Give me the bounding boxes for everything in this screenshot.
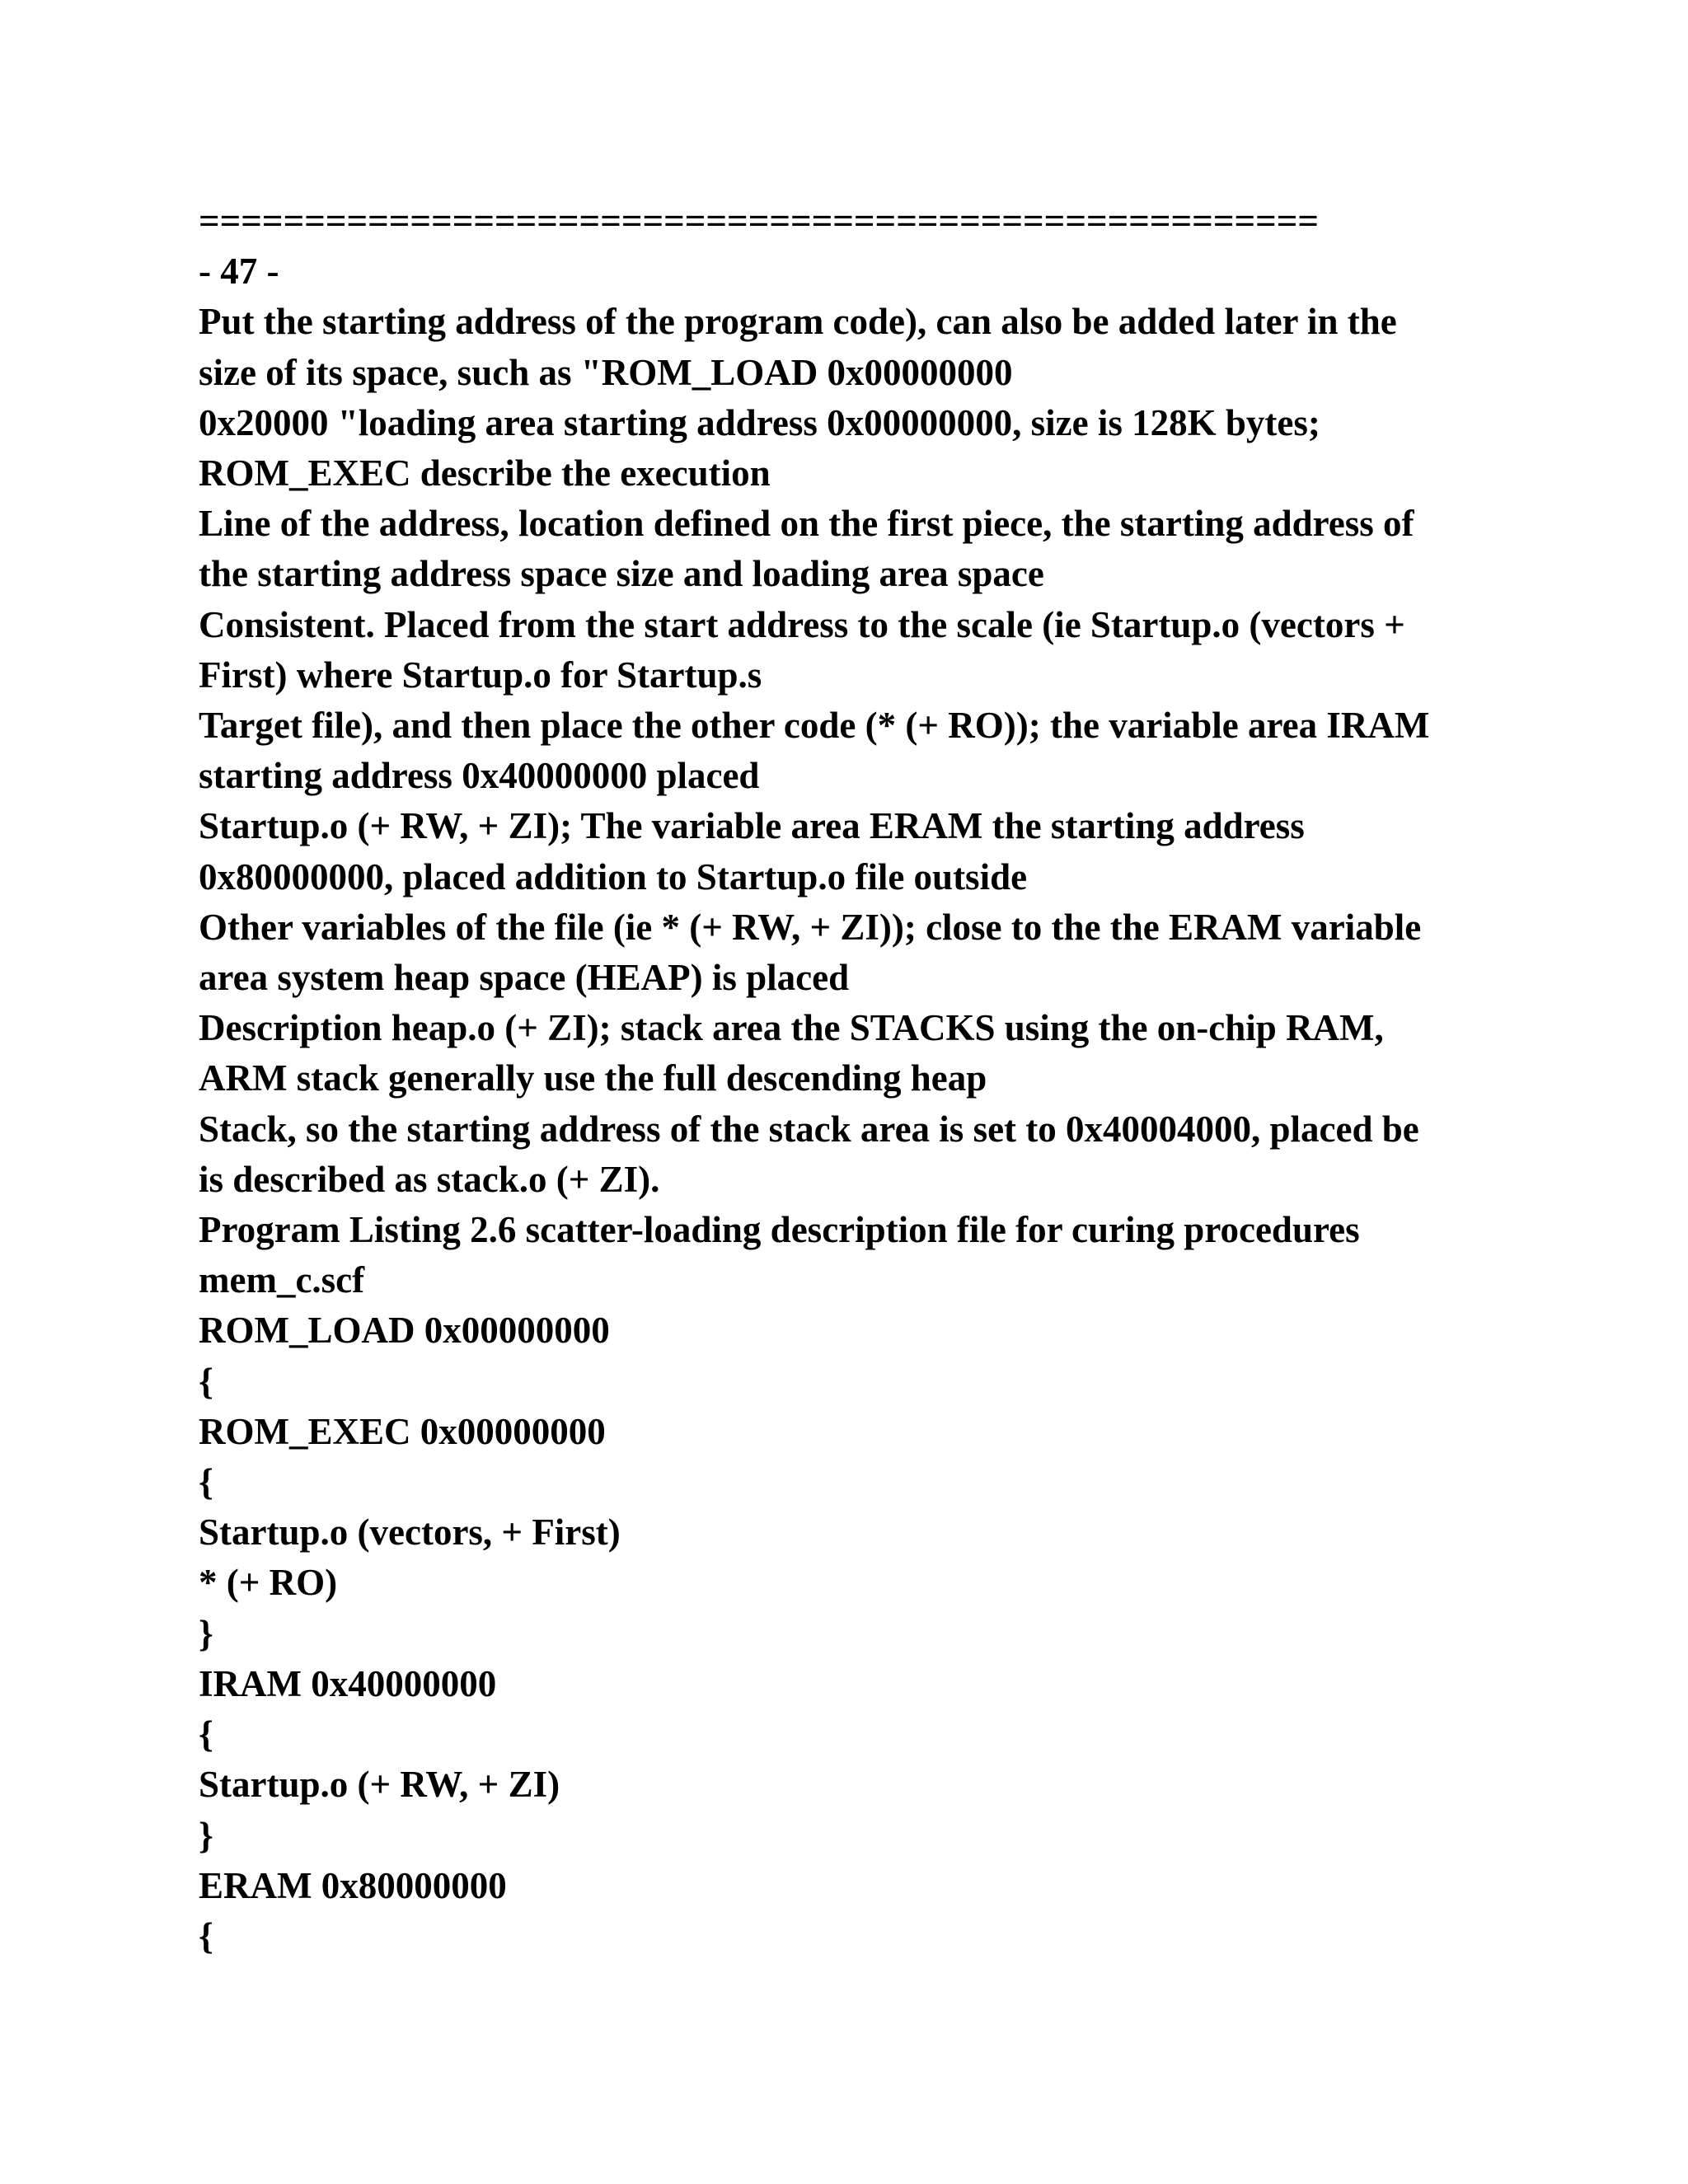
code-line: {: [199, 1360, 213, 1402]
code-line: {: [199, 1713, 213, 1755]
code-line: }: [199, 1814, 213, 1856]
paragraph-line: 0x20000 "loading area starting address 0x00000000, size is 128K bytes;: [199, 401, 1320, 443]
paragraph-line: area system heap space (HEAP) is placed: [199, 957, 850, 999]
code-line: {: [199, 1915, 213, 1957]
code-line: IRAM 0x40000000: [199, 1662, 497, 1704]
paragraph-line: Target file), and then place the other code (* (+ RO)); the variable area IRAM: [199, 705, 1430, 747]
paragraph-line: ROM_EXEC describe the execution: [199, 452, 771, 494]
body-paragraph: [199, 297, 1550, 1205]
code-line: Startup.o (vectors, + First): [199, 1511, 621, 1554]
caption-line: mem_c.scf: [199, 1259, 365, 1301]
caption-line: Program Listing 2.6 scatter-loading description file for curing procedures: [199, 1209, 1360, 1251]
code-listing: [199, 1305, 1550, 1961]
paragraph-line: First) where Startup.o for Startup.s: [199, 654, 762, 696]
code-line: ROM_EXEC 0x00000000: [199, 1410, 606, 1452]
paragraph-line: Other variables of the file (ie * (+ RW, + ZI)); close to the the ERAM variable: [199, 906, 1422, 948]
code-line: Startup.o (+ RW, + ZI): [199, 1764, 560, 1806]
paragraph-line: is described as stack.o (+ ZI).: [199, 1158, 660, 1200]
paragraph-line: starting address 0x40000000 placed: [199, 755, 760, 797]
paragraph-line: Put the starting address of the program code), can also be added later in the: [199, 301, 1397, 343]
page-content: [199, 196, 1550, 1961]
code-line: ROM_LOAD 0x00000000: [199, 1310, 610, 1352]
paragraph-line: Stack, so the starting address of the stack area is set to 0x40004000, placed be: [199, 1108, 1419, 1150]
paragraph-line: Line of the address, location defined on the first piece, the starting address of: [199, 503, 1414, 545]
code-line: }: [199, 1612, 213, 1654]
paragraph-line: the starting address space size and loading area space: [199, 553, 1044, 595]
paragraph-line: ARM stack generally use the full descending heap: [199, 1057, 987, 1099]
code-line: ERAM 0x80000000: [199, 1864, 507, 1906]
page-number: - 47 -: [199, 251, 279, 293]
paragraph-line: Description heap.o (+ ZI); stack area the STACKS using the on-chip RAM,: [199, 1007, 1384, 1049]
code-line: * (+ RO): [199, 1562, 338, 1604]
paragraph-line: Consistent. Placed from the start address to the scale (ie Startup.o (vectors +: [199, 603, 1405, 645]
listing-caption: [199, 1205, 1550, 1305]
paragraph-line: Startup.o (+ RW, + ZI); The variable area ERAM the starting address: [199, 805, 1305, 847]
paragraph-line: 0x80000000, placed addition to Startup.o file outside: [199, 855, 1028, 898]
paragraph-line: size of its space, such as "ROM_LOAD 0x00000000: [199, 351, 1013, 393]
code-line: {: [199, 1461, 213, 1503]
separator-line: =====================================================: [199, 200, 1320, 241]
